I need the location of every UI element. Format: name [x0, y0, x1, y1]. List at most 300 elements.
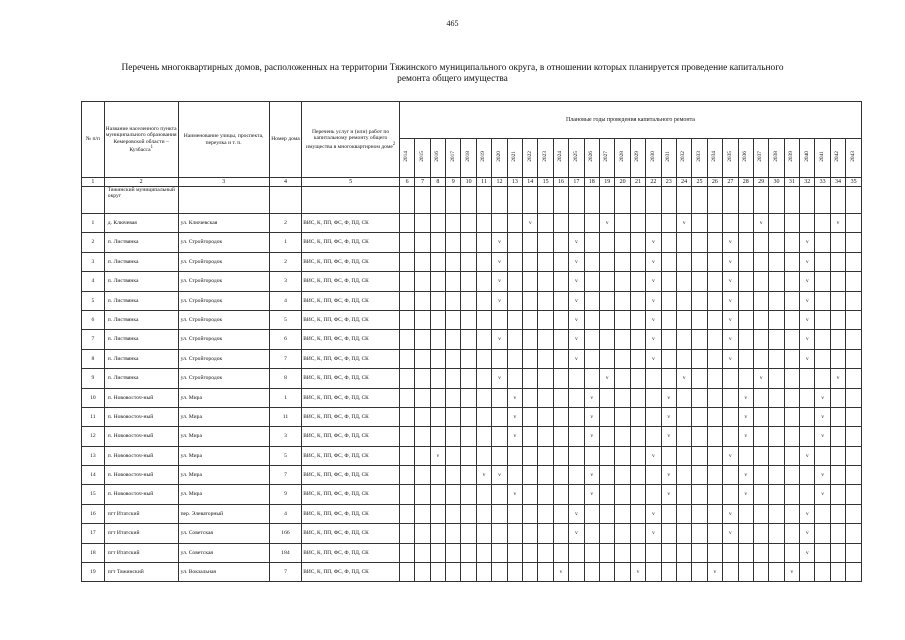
year-cell — [707, 485, 722, 504]
year-cell — [738, 349, 753, 368]
row-number: 4 — [82, 272, 105, 291]
row-works-list: ВИС, К, ПП, ФС, Ф, ПД, СК — [302, 369, 400, 388]
year-cell — [415, 563, 430, 582]
year-cell — [584, 252, 599, 271]
repair-year-mark: v — [738, 407, 753, 426]
row-locality: п. Нововосточ-ный — [104, 388, 178, 407]
year-cell — [630, 388, 645, 407]
row-number: 15 — [82, 485, 105, 504]
row-house-number: 6 — [269, 330, 302, 349]
row-works-list: ВИС, К, ПП, ФС, Ф, ПД, СК — [302, 485, 400, 504]
row-house-number: 184 — [269, 543, 302, 562]
year-cell — [446, 563, 461, 582]
year-cell — [430, 252, 445, 271]
repair-year-mark: v — [492, 369, 507, 388]
repair-year-mark: v — [723, 252, 738, 271]
year-cell — [476, 524, 491, 543]
group-empty-cell — [753, 187, 768, 214]
year-cell — [738, 272, 753, 291]
row-works-list: ВИС, К, ПП, ФС, Ф, ПД, СК — [302, 252, 400, 271]
year-cell — [446, 349, 461, 368]
year-cell — [846, 310, 862, 329]
year-cell — [553, 349, 568, 368]
year-cell — [476, 330, 491, 349]
year-cell — [738, 214, 753, 233]
repair-year-mark: v — [753, 214, 768, 233]
year-cell — [399, 388, 414, 407]
repair-year-mark: v — [723, 291, 738, 310]
column-number: 24 — [676, 178, 691, 187]
year-cell — [846, 485, 862, 504]
year-cell — [661, 233, 676, 252]
group-empty-cell — [615, 187, 630, 214]
year-cell — [415, 524, 430, 543]
year-cell — [815, 330, 830, 349]
year-cell — [507, 446, 522, 465]
year-cell — [846, 466, 862, 485]
year-cell — [707, 427, 722, 446]
year-cell — [476, 272, 491, 291]
row-number: 14 — [82, 466, 105, 485]
repair-year-mark: v — [646, 233, 661, 252]
row-locality: пгт Итатский — [104, 504, 178, 523]
year-label: 2025 — [572, 151, 579, 163]
year-cell — [707, 349, 722, 368]
year-cell — [784, 407, 799, 426]
year-cell — [600, 407, 615, 426]
year-label: 2019 — [480, 151, 487, 163]
year-cell — [584, 369, 599, 388]
year-cell — [800, 369, 815, 388]
year-cell — [430, 291, 445, 310]
repair-year-mark: v — [723, 524, 738, 543]
year-cell — [553, 485, 568, 504]
column-number: 13 — [507, 178, 522, 187]
year-cell — [399, 369, 414, 388]
year-cell — [430, 504, 445, 523]
year-cell — [630, 504, 645, 523]
group-empty-cell — [692, 187, 707, 214]
year-cell — [523, 330, 538, 349]
repair-year-mark: v — [738, 485, 753, 504]
year-cell — [661, 272, 676, 291]
year-cell — [615, 388, 630, 407]
year-cell — [415, 446, 430, 465]
year-cell — [538, 543, 553, 562]
year-cell — [399, 272, 414, 291]
year-cell — [430, 485, 445, 504]
year-cell — [430, 214, 445, 233]
year-cell — [553, 504, 568, 523]
repair-year-mark: v — [738, 466, 753, 485]
row-street: ул. Стройгородок — [178, 291, 269, 310]
year-cell — [415, 388, 430, 407]
table-row — [82, 310, 862, 329]
header-year — [492, 139, 507, 178]
year-cell — [615, 233, 630, 252]
repair-year-mark: v — [723, 310, 738, 329]
year-cell — [538, 233, 553, 252]
year-cell — [661, 369, 676, 388]
group-empty-cell — [569, 187, 584, 214]
year-cell — [476, 388, 491, 407]
year-cell — [753, 543, 768, 562]
group-empty-cell — [584, 187, 599, 214]
year-cell — [769, 214, 784, 233]
year-cell — [615, 310, 630, 329]
column-number: 2 — [104, 178, 178, 187]
row-street: ул. Вокзальная — [178, 563, 269, 582]
year-cell — [553, 214, 568, 233]
year-cell — [676, 407, 691, 426]
row-works-list: ВИС, К, ПП, ФС, Ф, ПД, СК — [302, 543, 400, 562]
year-cell — [661, 543, 676, 562]
year-cell — [399, 466, 414, 485]
year-cell — [830, 291, 845, 310]
year-label: 2040 — [803, 151, 810, 163]
header-plan-years: Плановые годы проведения капитального ремонта — [399, 102, 861, 139]
year-label: 2029 — [634, 151, 641, 163]
year-cell — [569, 446, 584, 465]
year-cell — [492, 214, 507, 233]
repair-year-mark: v — [492, 291, 507, 310]
year-cell — [661, 214, 676, 233]
year-cell — [600, 252, 615, 271]
year-cell — [815, 233, 830, 252]
year-cell — [830, 485, 845, 504]
year-cell — [492, 485, 507, 504]
column-number: 28 — [738, 178, 753, 187]
year-cell — [615, 504, 630, 523]
row-locality: пгт Итатский — [104, 524, 178, 543]
year-cell — [784, 427, 799, 446]
year-cell — [707, 369, 722, 388]
group-empty-cell — [830, 187, 845, 214]
year-cell — [830, 504, 845, 523]
year-cell — [707, 543, 722, 562]
year-cell — [415, 466, 430, 485]
repair-year-mark: v — [646, 310, 661, 329]
year-cell — [692, 407, 707, 426]
repair-year-mark: v — [646, 524, 661, 543]
repair-year-mark: v — [815, 407, 830, 426]
year-cell — [476, 252, 491, 271]
year-cell — [753, 563, 768, 582]
year-cell — [738, 252, 753, 271]
year-cell — [769, 349, 784, 368]
year-cell — [784, 233, 799, 252]
year-cell — [769, 485, 784, 504]
year-cell — [507, 369, 522, 388]
year-cell — [661, 330, 676, 349]
year-cell — [784, 388, 799, 407]
year-cell — [430, 407, 445, 426]
row-number: 9 — [82, 369, 105, 388]
year-cell — [723, 214, 738, 233]
year-cell — [492, 388, 507, 407]
year-cell — [676, 524, 691, 543]
column-number: 8 — [430, 178, 445, 187]
year-cell — [846, 252, 862, 271]
year-cell — [630, 272, 645, 291]
repair-year-mark: v — [830, 214, 845, 233]
column-number: 20 — [615, 178, 630, 187]
year-cell — [692, 291, 707, 310]
table-row — [82, 330, 862, 349]
year-cell — [399, 349, 414, 368]
row-house-number: 1 — [269, 388, 302, 407]
year-cell — [430, 310, 445, 329]
year-cell — [784, 330, 799, 349]
row-works-list: ВИС, К, ПП, ФС, Ф, ПД, СК — [302, 272, 400, 291]
row-locality: пгт Итатский — [104, 543, 178, 562]
year-cell — [415, 233, 430, 252]
year-cell — [676, 563, 691, 582]
year-cell — [707, 524, 722, 543]
year-cell — [646, 427, 661, 446]
column-number-row — [82, 178, 862, 187]
year-cell — [753, 524, 768, 543]
year-cell — [507, 349, 522, 368]
column-number: 23 — [661, 178, 676, 187]
year-label: 2022 — [526, 151, 533, 163]
year-cell — [676, 272, 691, 291]
repair-year-mark: v — [661, 485, 676, 504]
year-cell — [692, 524, 707, 543]
year-cell — [507, 524, 522, 543]
year-cell — [553, 330, 568, 349]
year-cell — [523, 446, 538, 465]
year-cell — [446, 233, 461, 252]
year-cell — [676, 466, 691, 485]
repair-year-mark: v — [738, 388, 753, 407]
year-cell — [553, 388, 568, 407]
year-cell — [707, 330, 722, 349]
year-cell — [800, 388, 815, 407]
year-cell — [830, 446, 845, 465]
year-cell — [430, 388, 445, 407]
year-label: 2024 — [557, 151, 564, 163]
row-street: ул. Стройгородок — [178, 310, 269, 329]
year-cell — [430, 233, 445, 252]
year-label: 2039 — [788, 151, 795, 163]
header-year — [846, 139, 862, 178]
year-cell — [830, 563, 845, 582]
row-street: ул. Стройгородок — [178, 272, 269, 291]
row-house-number: 166 — [269, 524, 302, 543]
year-cell — [769, 524, 784, 543]
group-empty-cell — [661, 187, 676, 214]
year-cell — [461, 466, 476, 485]
year-cell — [615, 563, 630, 582]
year-cell — [769, 504, 784, 523]
year-cell — [461, 407, 476, 426]
year-cell — [661, 310, 676, 329]
year-cell — [523, 543, 538, 562]
year-cell — [600, 272, 615, 291]
year-cell — [446, 466, 461, 485]
year-cell — [415, 407, 430, 426]
year-cell — [723, 407, 738, 426]
year-cell — [430, 349, 445, 368]
year-cell — [830, 524, 845, 543]
row-street: ул. Стройгородок — [178, 369, 269, 388]
year-cell — [538, 369, 553, 388]
year-cell — [753, 485, 768, 504]
repair-year-mark: v — [569, 349, 584, 368]
group-empty-cell — [430, 187, 445, 214]
year-cell — [538, 291, 553, 310]
year-cell — [646, 388, 661, 407]
year-cell — [476, 310, 491, 329]
row-house-number: 4 — [269, 291, 302, 310]
year-cell — [784, 504, 799, 523]
year-cell — [415, 504, 430, 523]
row-locality: п. Листвянка — [104, 291, 178, 310]
year-cell — [830, 349, 845, 368]
column-number: 19 — [600, 178, 615, 187]
row-works-list: ВИС, К, ПП, ФС, Ф, ПД, СК — [302, 446, 400, 465]
repair-year-mark: v — [800, 504, 815, 523]
year-label: 2041 — [818, 151, 825, 163]
column-number: 26 — [707, 178, 722, 187]
year-cell — [415, 485, 430, 504]
row-house-number: 9 — [269, 485, 302, 504]
year-cell — [707, 214, 722, 233]
year-cell — [523, 504, 538, 523]
year-cell — [476, 349, 491, 368]
year-cell — [446, 369, 461, 388]
row-works-list: ВИС, К, ПП, ФС, Ф, ПД, СК — [302, 388, 400, 407]
column-number: 11 — [476, 178, 491, 187]
year-cell — [753, 407, 768, 426]
year-cell — [399, 504, 414, 523]
year-cell — [692, 504, 707, 523]
year-cell — [676, 349, 691, 368]
year-cell — [676, 330, 691, 349]
row-locality: п. Листвянка — [104, 310, 178, 329]
year-cell — [769, 407, 784, 426]
year-cell — [600, 349, 615, 368]
row-locality: п. Нововосточ-ный — [104, 407, 178, 426]
year-cell — [800, 427, 815, 446]
year-cell — [630, 233, 645, 252]
year-cell — [630, 485, 645, 504]
year-cell — [476, 446, 491, 465]
year-cell — [538, 407, 553, 426]
repair-year-mark: v — [584, 485, 599, 504]
year-cell — [553, 407, 568, 426]
year-cell — [630, 543, 645, 562]
year-cell — [584, 310, 599, 329]
year-cell — [507, 233, 522, 252]
year-cell — [676, 543, 691, 562]
group-label: Тяжинский муниципальный округ — [104, 187, 178, 214]
year-cell — [769, 369, 784, 388]
row-house-number: 3 — [269, 427, 302, 446]
year-cell — [538, 349, 553, 368]
column-number: 17 — [569, 178, 584, 187]
row-works-list: ВИС, К, ПП, ФС, Ф, ПД, СК — [302, 214, 400, 233]
column-number: 33 — [815, 178, 830, 187]
year-cell — [830, 407, 845, 426]
year-cell — [815, 563, 830, 582]
year-cell — [769, 427, 784, 446]
group-empty-cell — [738, 187, 753, 214]
group-empty-cell — [646, 187, 661, 214]
table-row — [82, 272, 862, 291]
row-locality: п. Нововосточ-ный — [104, 427, 178, 446]
year-cell — [584, 291, 599, 310]
year-cell — [584, 272, 599, 291]
year-cell — [523, 233, 538, 252]
year-label: 2027 — [603, 151, 610, 163]
row-number: 11 — [82, 407, 105, 426]
year-cell — [523, 466, 538, 485]
repair-year-mark: v — [492, 272, 507, 291]
year-cell — [399, 524, 414, 543]
repair-year-mark: v — [784, 563, 799, 582]
year-cell — [846, 504, 862, 523]
row-locality: п. Листвянка — [104, 349, 178, 368]
year-cell — [846, 233, 862, 252]
year-cell — [784, 272, 799, 291]
year-cell — [769, 310, 784, 329]
year-cell — [569, 466, 584, 485]
year-cell — [415, 291, 430, 310]
column-number: 12 — [492, 178, 507, 187]
year-cell — [784, 524, 799, 543]
year-cell — [461, 233, 476, 252]
year-cell — [461, 369, 476, 388]
year-cell — [753, 291, 768, 310]
year-cell — [507, 214, 522, 233]
year-cell — [476, 291, 491, 310]
year-cell — [600, 446, 615, 465]
year-cell — [492, 563, 507, 582]
year-cell — [492, 407, 507, 426]
header-year — [446, 139, 461, 178]
group-empty-cell — [476, 187, 491, 214]
year-cell — [738, 524, 753, 543]
year-cell — [630, 310, 645, 329]
repair-year-mark: v — [800, 524, 815, 543]
column-number: 31 — [784, 178, 799, 187]
year-cell — [523, 388, 538, 407]
repair-year-mark: v — [492, 233, 507, 252]
year-label: 2028 — [618, 151, 625, 163]
row-locality: п. Листвянка — [104, 272, 178, 291]
year-cell — [538, 330, 553, 349]
year-cell — [846, 272, 862, 291]
header-street: Наименование улицы, проспекта, переулка и т. п. — [178, 102, 269, 178]
year-cell — [569, 407, 584, 426]
year-cell — [584, 543, 599, 562]
year-cell — [538, 252, 553, 271]
repair-year-mark: v — [507, 427, 522, 446]
year-cell — [723, 369, 738, 388]
year-cell — [846, 349, 862, 368]
year-cell — [692, 563, 707, 582]
repair-year-mark: v — [661, 388, 676, 407]
row-locality: п. Нововосточ-ный — [104, 485, 178, 504]
year-cell — [446, 446, 461, 465]
year-cell — [600, 427, 615, 446]
repair-year-mark: v — [569, 252, 584, 271]
year-cell — [538, 214, 553, 233]
repair-year-mark: v — [646, 291, 661, 310]
year-cell — [430, 272, 445, 291]
